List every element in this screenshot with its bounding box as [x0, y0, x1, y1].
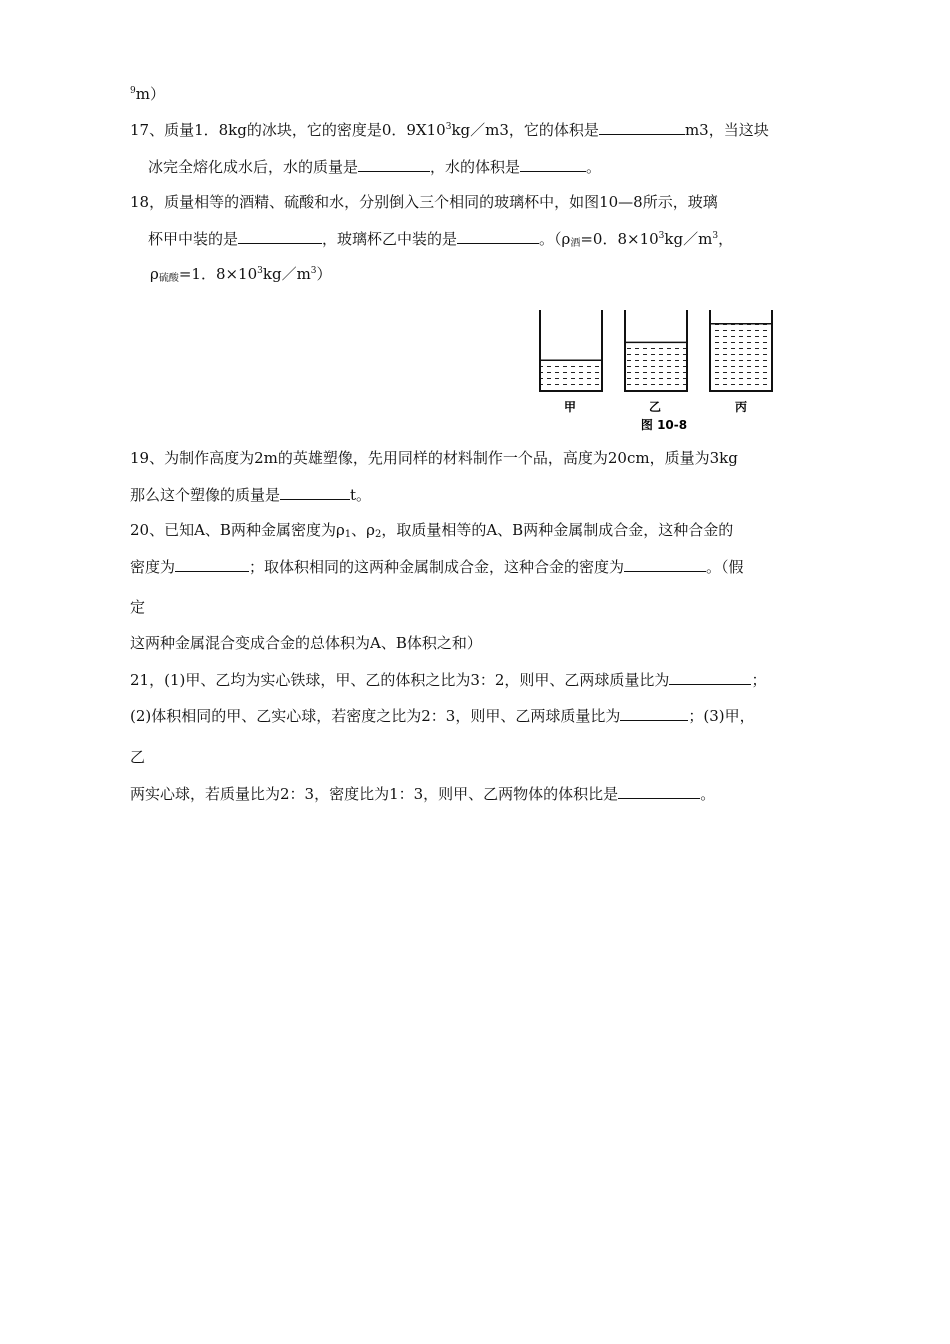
q20-text: 密度为	[130, 558, 176, 576]
subscript: 硫酸	[158, 273, 179, 284]
q18-text: 杯甲中装的是	[148, 230, 239, 248]
figure-10-8	[530, 298, 790, 438]
beaker-label-yi: 乙	[648, 400, 662, 414]
q18-text: ，玻璃杯乙中装的是	[322, 230, 458, 248]
q21-text: 。	[700, 785, 716, 803]
liquid-fill	[710, 324, 772, 391]
q21-line4	[130, 783, 715, 804]
q17-text: m3，当这块	[684, 121, 769, 139]
q21-text: 21，(1)甲、乙均为实心铁球，甲、乙的体积之比为3：2，则甲、乙两球质量比为	[130, 671, 670, 689]
superscript: 3	[257, 266, 263, 276]
answer-blank[interactable]	[520, 156, 586, 172]
beakers-diagram	[530, 298, 790, 438]
beaker-jia	[540, 310, 602, 391]
q17-line2	[148, 156, 601, 177]
q19-text: t。	[350, 486, 372, 504]
superscript: 3	[658, 231, 665, 241]
answer-blank[interactable]	[618, 783, 700, 799]
superscript: 3	[310, 266, 317, 276]
q18-text: ρ	[150, 265, 159, 283]
q20-line1	[130, 520, 733, 540]
subscript: 酒	[570, 238, 581, 249]
subscript: 1	[344, 529, 352, 540]
q20-line2	[130, 556, 744, 577]
q20-text: 。（假	[706, 558, 744, 576]
answer-blank[interactable]	[624, 556, 706, 572]
q18-text: kg／m	[262, 265, 311, 283]
q18-line1: 18，质量相等的酒精、硫酸和水，分别倒入三个相同的玻璃杯中，如图10—8所示，玻璃	[130, 193, 718, 211]
q20-text: ，取质量相等的A、B两种金属制成合金，这种合金的	[381, 521, 734, 539]
q20-line3: 定	[130, 598, 146, 616]
q18-line2	[148, 228, 733, 249]
superscript: 9	[130, 86, 136, 96]
beaker-label-bing: 丙	[734, 400, 748, 414]
q21-text: ；(3)甲，	[688, 707, 755, 725]
q18-text: =1．8×10	[178, 265, 258, 283]
q17-text: 17、质量1．8kg的冰块，它的密度是0．9X10	[130, 121, 446, 139]
q21-text: 两实心球，若质量比为2：3，密度比为1：3，则甲、乙两物体的体积比是	[130, 785, 619, 803]
q18-text: ）	[316, 265, 332, 283]
q21-line3: 乙	[130, 748, 146, 766]
q19-line1: 19、为制作高度为2m的英雄塑像，先用同样的材料制作一个品，高度为20cm，质量为3kg	[130, 449, 738, 467]
q18-text: 。（ρ	[539, 230, 571, 248]
q17-text: ，水的体积是	[430, 158, 521, 176]
q18-text: ，	[718, 230, 734, 248]
q20-text: 20、已知A、B两种金属密度为ρ	[130, 521, 345, 539]
subscript: 2	[374, 529, 382, 540]
liquid-fill	[625, 342, 687, 391]
q21-text: ；	[751, 671, 767, 689]
q21-line1	[130, 669, 766, 690]
q20-text: 、ρ	[351, 521, 375, 539]
q21-line2	[130, 705, 755, 726]
liquid-fill	[540, 360, 602, 391]
beaker-yi	[625, 310, 687, 391]
beaker-label-jia: 甲	[563, 400, 577, 414]
q18-line3	[150, 264, 332, 284]
q20-text: ；取体积相同的这两种金属制成合金，这种合金的密度为	[249, 558, 625, 576]
superscript: 3	[445, 122, 452, 132]
answer-blank[interactable]	[280, 484, 350, 500]
q16-tail	[130, 84, 165, 104]
q21-text: (2)体积相同的甲、乙实心球，若密度之比为2：3，则甲、乙两球质量比为	[130, 707, 621, 725]
q17-text: 冰完全熔化成水后，水的质量是	[148, 158, 359, 176]
q17-line1	[130, 119, 769, 140]
figure-caption: 图 10-8	[640, 418, 688, 432]
answer-blank[interactable]	[669, 669, 751, 685]
answer-blank[interactable]	[175, 556, 249, 572]
answer-blank[interactable]	[599, 119, 685, 135]
q19-text: 那么这个塑像的质量是	[130, 486, 281, 504]
q16-tail-text: m）	[135, 85, 165, 103]
q18-text: =0．8×10	[580, 230, 659, 248]
answer-blank[interactable]	[238, 228, 322, 244]
q17-text: kg／m3，它的体积是	[451, 121, 599, 139]
answer-blank[interactable]	[457, 228, 539, 244]
q19-line2	[130, 484, 371, 505]
beaker-bing	[710, 310, 772, 391]
answer-blank[interactable]	[620, 705, 688, 721]
q17-text: 。	[586, 158, 602, 176]
q20-line4: 这两种金属混合变成合金的总体积为A、B体积之和）	[130, 634, 482, 652]
superscript: 3	[712, 231, 719, 241]
answer-blank[interactable]	[358, 156, 430, 172]
q18-text: kg／m	[664, 230, 713, 248]
